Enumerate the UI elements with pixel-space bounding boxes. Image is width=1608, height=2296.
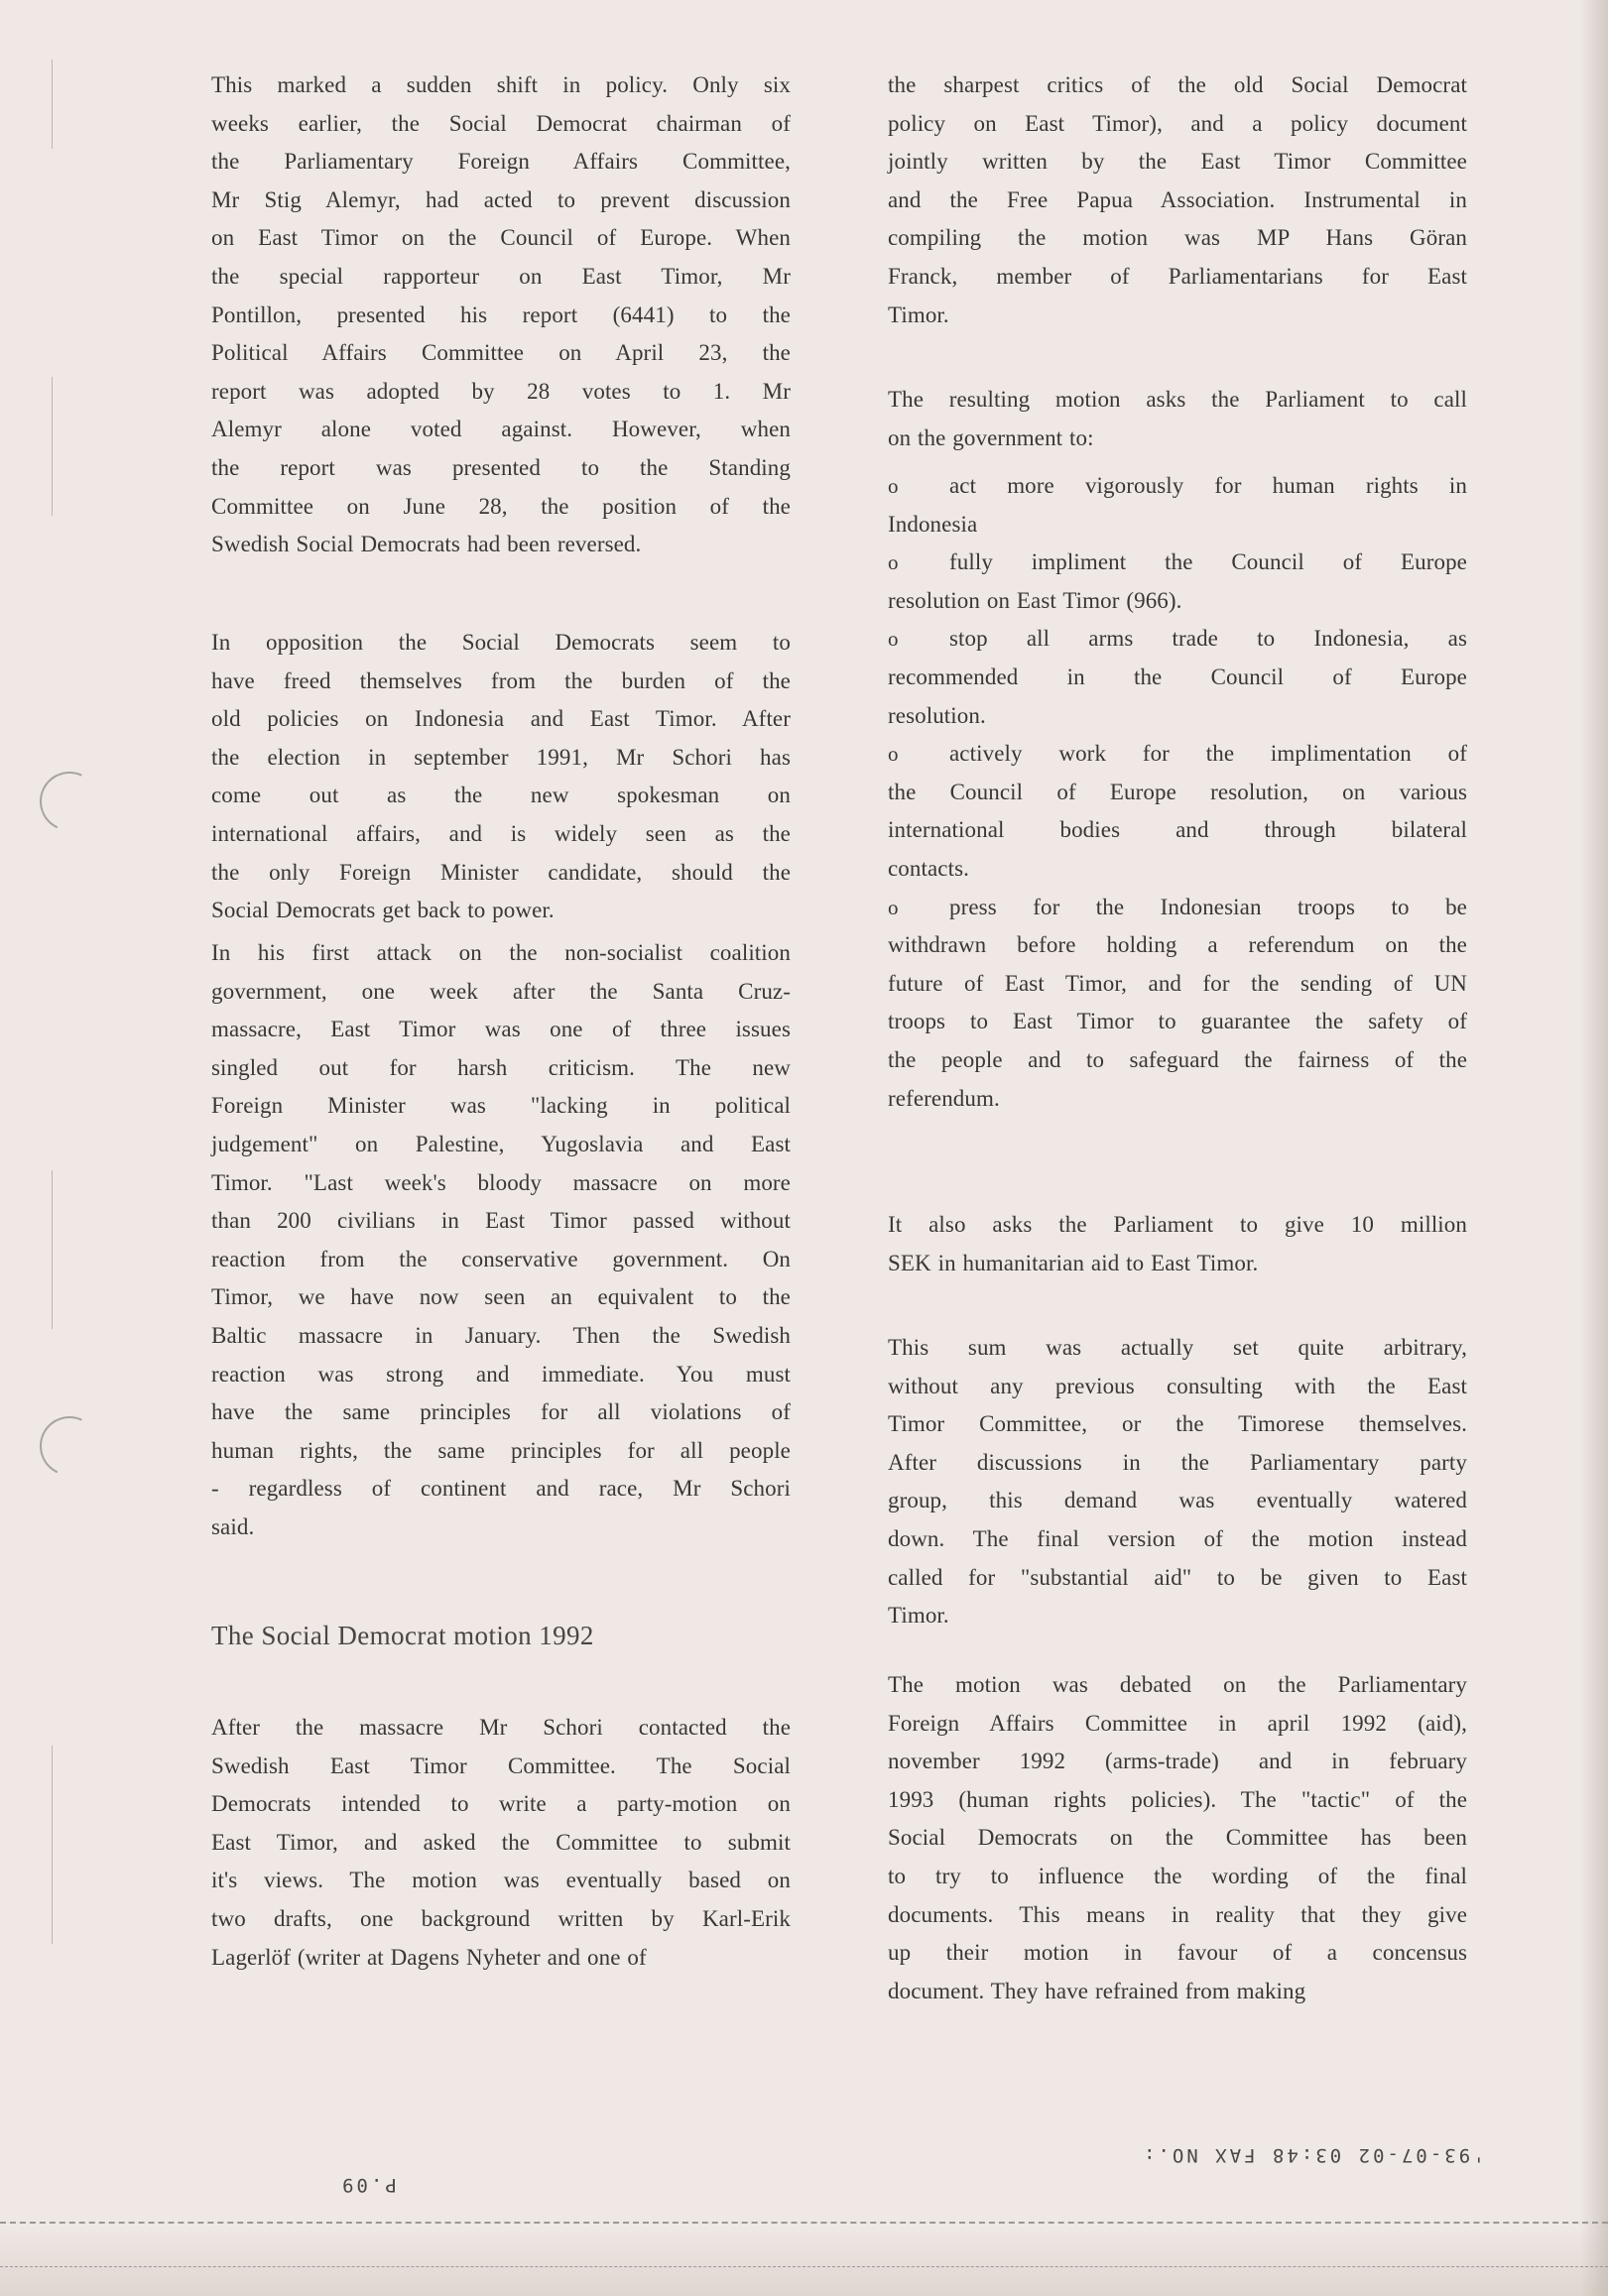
text-line: contacts. [888, 855, 970, 881]
text-line: Baltic massacre in January. Then the Swedish [211, 1322, 791, 1348]
text-line: report was adopted by 28 votes to 1. Mr [211, 378, 791, 404]
text-line: SEK in humanitarian aid to East Timor. [888, 1250, 1259, 1275]
text-line: Timor. [888, 302, 949, 327]
text-line [888, 620, 1467, 659]
text-line [888, 544, 1467, 582]
scan-margin-mark [52, 1170, 53, 1329]
fax-transmission-header: '93-07-02 03:48 FAX NO.: [1141, 2144, 1485, 2166]
text-line: Political Affairs Committee on April 23, the [211, 340, 791, 366]
paragraph [888, 1666, 1467, 2010]
text-line: It also asks the Parliament to give 10 million [888, 1212, 1467, 1237]
text-line: two drafts, one background written by Karl-Erik [211, 1905, 791, 1931]
bullet-marker-icon: o [888, 895, 899, 919]
text-line: old policies on Indonesia and East Timor. After [211, 706, 791, 732]
text-line: international bodies and through bilateral [888, 817, 1467, 843]
text-line: the report was presented to the Standing [211, 454, 791, 480]
paragraph [211, 624, 791, 930]
text-line: government, one week after the Santa Cruz- [211, 978, 791, 1004]
bullet-item [888, 620, 1467, 735]
text-line: judgement" on Palestine, Yugoslavia and East [211, 1131, 791, 1156]
paragraph [211, 66, 791, 564]
text-line: human rights, the same principles for all people [211, 1437, 791, 1463]
text-line: on the government to: [888, 424, 1094, 450]
text-line: the election in september 1991, Mr Schori has [211, 744, 791, 770]
text-line [888, 889, 1467, 927]
text-line: the Parliamentary Foreign Affairs Committee, [211, 149, 791, 175]
text-line: Lagerlöf (writer at Dagens Nyheter and one of [211, 1944, 647, 1970]
text-line: Alemyr alone voted against. However, when [211, 417, 791, 442]
text-line: Pontillon, presented his report (6441) to the [211, 302, 791, 327]
text-line: called for "substantial aid" to be given to East [888, 1564, 1467, 1590]
text-line: This marked a sudden shift in policy. Only six [211, 72, 791, 97]
text-line [888, 467, 1467, 506]
text-line: This sum was actually set quite arbitrary, [888, 1335, 1467, 1360]
text-line: on East Timor on the Council of Europe. When [211, 225, 791, 251]
text-line: Swedish Social Democrats had been reversed. [211, 532, 642, 557]
text-line [888, 735, 1467, 774]
bullet-item [888, 544, 1467, 620]
bullet-item [888, 467, 1467, 544]
text-line: november 1992 (arms-trade) and in february [888, 1749, 1467, 1774]
bullet-item [888, 889, 1467, 1119]
paragraph [211, 934, 791, 1547]
scan-margin-mark [52, 377, 53, 516]
text-line: reaction from the conservative government. On [211, 1246, 791, 1271]
paragraph [888, 66, 1467, 334]
bullet-marker-icon: o [888, 627, 899, 652]
section-heading: The Social Democrat motion 1992 [211, 1621, 594, 1650]
text-line: have the same principles for all violations of [211, 1399, 791, 1425]
text-line: Timor, we have now seen an equivalent to the [211, 1284, 791, 1310]
text-line: the only Foreign Minister candidate, should the [211, 859, 791, 885]
fax-page-number: P.09 [339, 2174, 397, 2196]
text-line: up their motion in favour of a concensus [888, 1940, 1467, 1966]
text-line: Timor. "Last week's bloody massacre on more [211, 1169, 791, 1195]
bullet-text: fully impliment the Council of Europe [949, 549, 1467, 575]
text-line: East Timor, and asked the Committee to submit [211, 1829, 791, 1855]
text-line: The motion was debated on the Parliamentary [888, 1672, 1467, 1697]
text-line: compiling the motion was MP Hans Göran [888, 225, 1467, 251]
text-line: international affairs, and is widely seen as the [211, 820, 791, 846]
paragraph [888, 1206, 1467, 1282]
text-line: than 200 civilians in East Timor passed without [211, 1208, 791, 1234]
text-line: - regardless of continent and race, Mr Schori [211, 1476, 791, 1502]
text-line: Timor Committee, or the Timorese themselves. [888, 1411, 1467, 1437]
text-line: In his first attack on the non-socialist coalition [211, 940, 791, 965]
text-line: down. The final version of the motion instead [888, 1525, 1467, 1551]
text-line: 1993 (human rights policies). The "tactic" of the [888, 1786, 1467, 1812]
text-line: and the Free Papua Association. Instrumental in [888, 186, 1467, 212]
text-line: the people and to safeguard the fairness of the [888, 1046, 1467, 1072]
scan-margin-mark [52, 1746, 53, 1944]
text-line: come out as the new spokesman on [211, 783, 791, 808]
text-line: resolution. [888, 702, 986, 728]
bullet-text: actively work for the implimentation of [949, 741, 1467, 767]
text-line: the Council of Europe resolution, on various [888, 779, 1467, 804]
text-line: it's views. The motion was eventually based on [211, 1868, 791, 1893]
text-line: Timor. [888, 1603, 949, 1629]
text-line: Social Democrats get back to power. [211, 898, 555, 923]
text-line: Democrats intended to write a party-motion on [211, 1791, 791, 1817]
text-line: singled out for harsh criticism. The new [211, 1054, 791, 1080]
paragraph [888, 1329, 1467, 1635]
text-line: Committee on June 28, the position of the [211, 493, 791, 519]
text-line: Foreign Minister was "lacking in political [211, 1093, 791, 1119]
bullet-text: press for the Indonesian troops to be [949, 894, 1467, 919]
text-line: Swedish East Timor Committee. The Social [211, 1752, 791, 1778]
bullet-item [888, 735, 1467, 888]
text-line: Mr Stig Alemyr, had acted to prevent discussion [211, 186, 791, 212]
text-line: After discussions in the Parliamentary party [888, 1449, 1467, 1475]
text-line: to try to influence the wording of the final [888, 1863, 1467, 1888]
punch-hole-mark [32, 1408, 108, 1485]
text-line: said. [211, 1513, 255, 1539]
text-line: withdrawn before holding a referendum on the [888, 932, 1467, 958]
text-line: group, this demand was eventually watered [888, 1488, 1467, 1513]
text-line: the sharpest critics of the old Social Democrat [888, 72, 1467, 97]
text-line: troops to East Timor to guarantee the safety of [888, 1009, 1467, 1034]
text-line: weeks earlier, the Social Democrat chairman of [211, 110, 791, 136]
text-line: After the massacre Mr Schori contacted the [211, 1715, 791, 1740]
paragraph [888, 381, 1467, 457]
scan-edge-shadow [1580, 0, 1608, 2296]
bullet-marker-icon: o [888, 742, 899, 767]
bullet-list [888, 467, 1467, 1118]
text-line: massacre, East Timor was one of three issues [211, 1017, 791, 1042]
bullet-text: act more vigorously for human rights in [949, 473, 1467, 498]
text-line: recommended in the Council of Europe [888, 664, 1467, 689]
scan-margin-mark [52, 60, 53, 149]
text-line: without any previous consulting with the East [888, 1373, 1467, 1398]
text-line: referendum. [888, 1085, 1000, 1111]
fax-tear-line [0, 2222, 1608, 2224]
text-line: Indonesia [888, 511, 978, 537]
text-line: document. They have refrained from making [888, 1978, 1306, 2003]
bullet-marker-icon: o [888, 550, 899, 575]
text-line: resolution on East Timor (966). [888, 587, 1182, 613]
scan-bottom-shadow [0, 2227, 1608, 2296]
text-line: Social Democrats on the Committee has been [888, 1825, 1467, 1851]
text-line: policy on East Timor), and a policy document [888, 110, 1467, 136]
punch-hole-mark [32, 764, 108, 840]
text-line: documents. This means in reality that they give [888, 1901, 1467, 1927]
bullet-marker-icon: o [888, 474, 899, 498]
text-line: have freed themselves from the burden of the [211, 667, 791, 693]
text-line: Foreign Affairs Committee in april 1992 (aid), [888, 1710, 1467, 1736]
fax-tear-line [0, 2266, 1608, 2267]
text-line: The resulting motion asks the Parliament to call [888, 387, 1467, 412]
text-line: future of East Timor, and for the sending of UN [888, 970, 1467, 996]
text-line: reaction was strong and immediate. You must [211, 1361, 791, 1387]
bullet-text: stop all arms trade to Indonesia, as [949, 626, 1467, 652]
text-line: the special rapporteur on East Timor, Mr [211, 263, 791, 289]
paragraph [211, 1709, 791, 1977]
text-line: In opposition the Social Democrats seem to [211, 630, 791, 655]
text-line: jointly written by the East Timor Committee [888, 149, 1467, 175]
text-line: Franck, member of Parliamentarians for East [888, 263, 1467, 289]
